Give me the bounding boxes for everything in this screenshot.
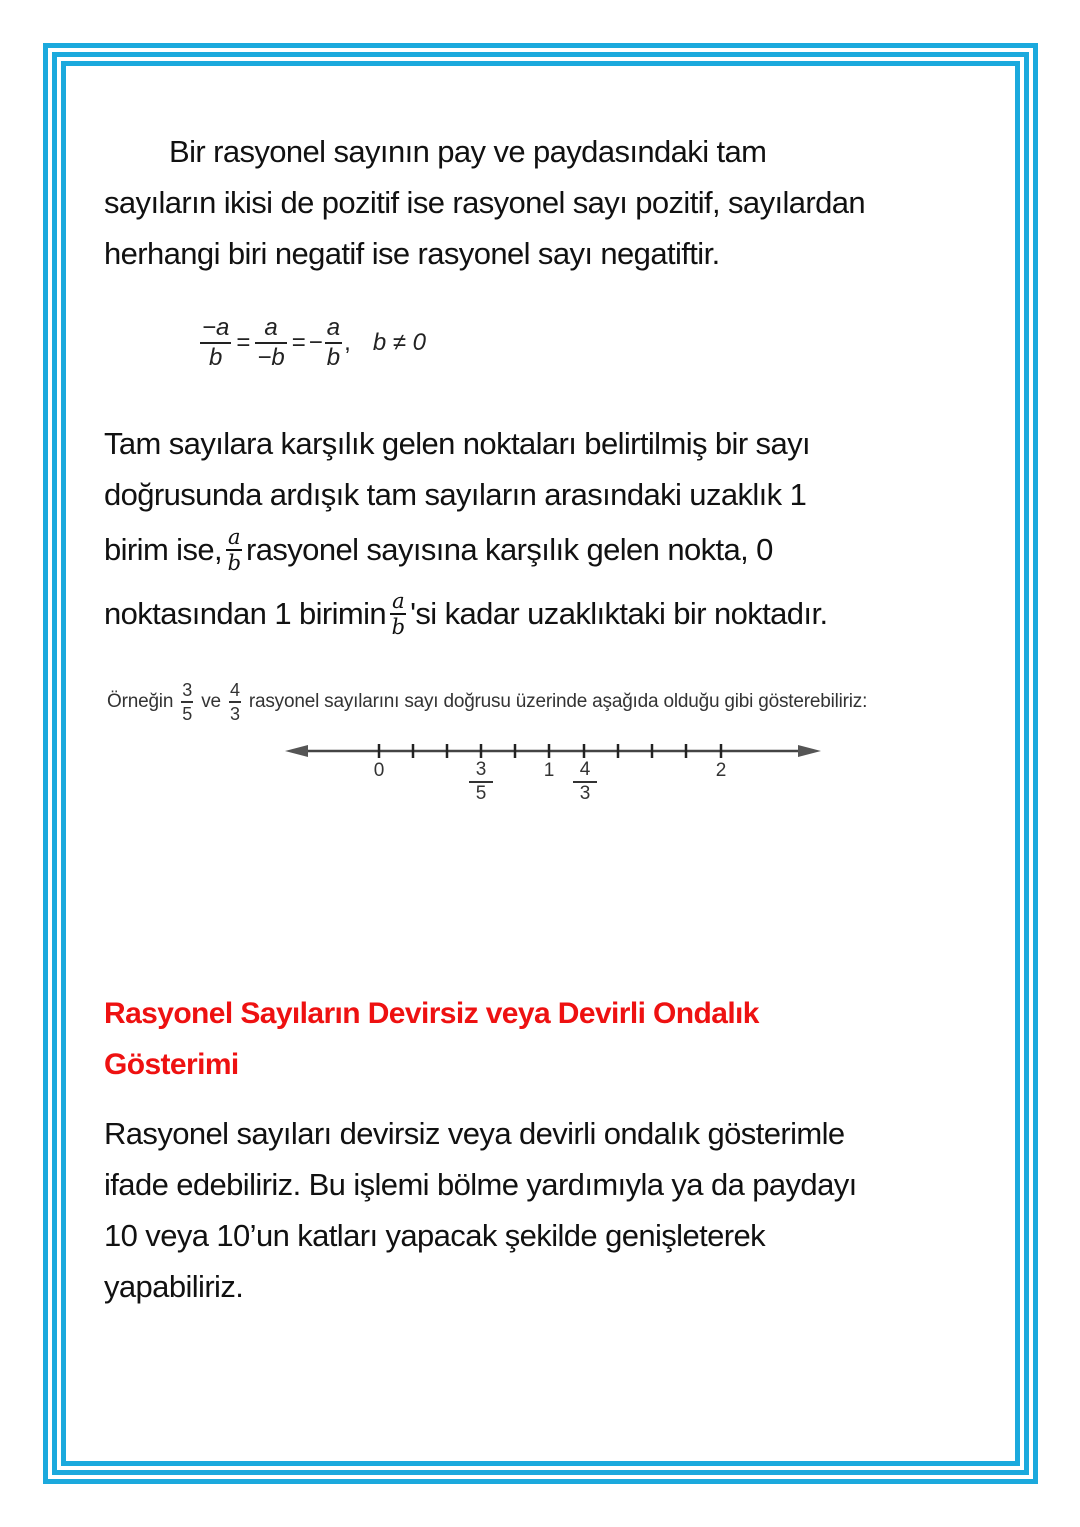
equals-sign: =	[291, 329, 306, 356]
paragraph-line: yapabiliriz.	[104, 1269, 244, 1304]
paragraph-line: doğrusunda ardışık tam sayıların arasındaki uzaklık 1	[104, 477, 807, 512]
tick-label-1: 1	[543, 760, 555, 781]
section-heading: Rasyonel Sayıların Devirsiz veya Devirli Ondalık	[104, 997, 759, 1030]
numerator: a	[228, 525, 240, 550]
text: noktasından 1 birimin	[104, 596, 387, 631]
numerator: 3	[475, 759, 487, 780]
denominator: b	[227, 550, 241, 575]
text: birim ise,	[104, 532, 223, 567]
denominator: b	[209, 344, 223, 371]
text: Örneğin	[107, 690, 174, 712]
denominator: b	[326, 344, 341, 371]
denominator: 3	[229, 703, 240, 724]
text: 'si kadar uzaklıktaki bir noktadır.	[410, 596, 828, 631]
denominator: 5	[475, 783, 487, 804]
tick-label-2: 2	[715, 760, 727, 781]
numerator: a	[264, 314, 278, 341]
text: rasyonel sayısına karşılık gelen nokta, 0	[246, 532, 773, 567]
paragraph-line: Rasyonel sayıları devirsiz veya devirli ondalık gösterimle	[104, 1116, 845, 1151]
numerator: 4	[229, 680, 240, 700]
numerator: 4	[579, 759, 591, 780]
paragraph-line: Bir rasyonel sayının pay ve paydasındaki tam	[169, 134, 767, 169]
numerator: −a	[202, 314, 230, 341]
denominator: 5	[182, 703, 193, 724]
denominator: b	[391, 614, 405, 639]
paragraph-line: ifade edebiliriz. Bu işlemi bölme yardımıyla ya da paydayı	[104, 1167, 857, 1202]
paragraph-line: 10 veya 10’un katları yapacak şekilde genişleterek	[104, 1218, 766, 1253]
text: ve	[201, 690, 221, 712]
numerator: 3	[182, 680, 193, 700]
paragraph-line: herhangi biri negatif ise rasyonel sayı negatiftir.	[104, 236, 720, 271]
tick-label-0: 0	[373, 760, 385, 781]
arrow-right-icon	[798, 745, 821, 757]
minus-sign: −	[308, 329, 323, 356]
equals-sign: =	[236, 329, 251, 356]
arrow-left-icon	[285, 745, 308, 757]
condition-text: b ≠ 0	[372, 329, 427, 356]
denominator: 3	[579, 783, 591, 804]
denominator: −b	[257, 344, 285, 371]
tick-label-3-5	[469, 760, 493, 804]
numerator: a	[392, 589, 405, 614]
numerator: a	[326, 314, 341, 341]
section-heading: Gösterimi	[104, 1048, 239, 1081]
paragraph-line: Tam sayılara karşılık gelen noktaları belirtilmiş bir sayı	[104, 426, 811, 461]
tick-label-4-3	[573, 760, 597, 804]
text: rasyonel sayılarını sayı doğrusu üzerinde aşağıda olduğu gibi gösterebiliriz:	[248, 690, 868, 712]
paragraph-line: sayıların ikisi de pozitif ise rasyonel sayı pozitif, sayılardan	[104, 185, 866, 220]
comma: ,	[344, 329, 351, 356]
